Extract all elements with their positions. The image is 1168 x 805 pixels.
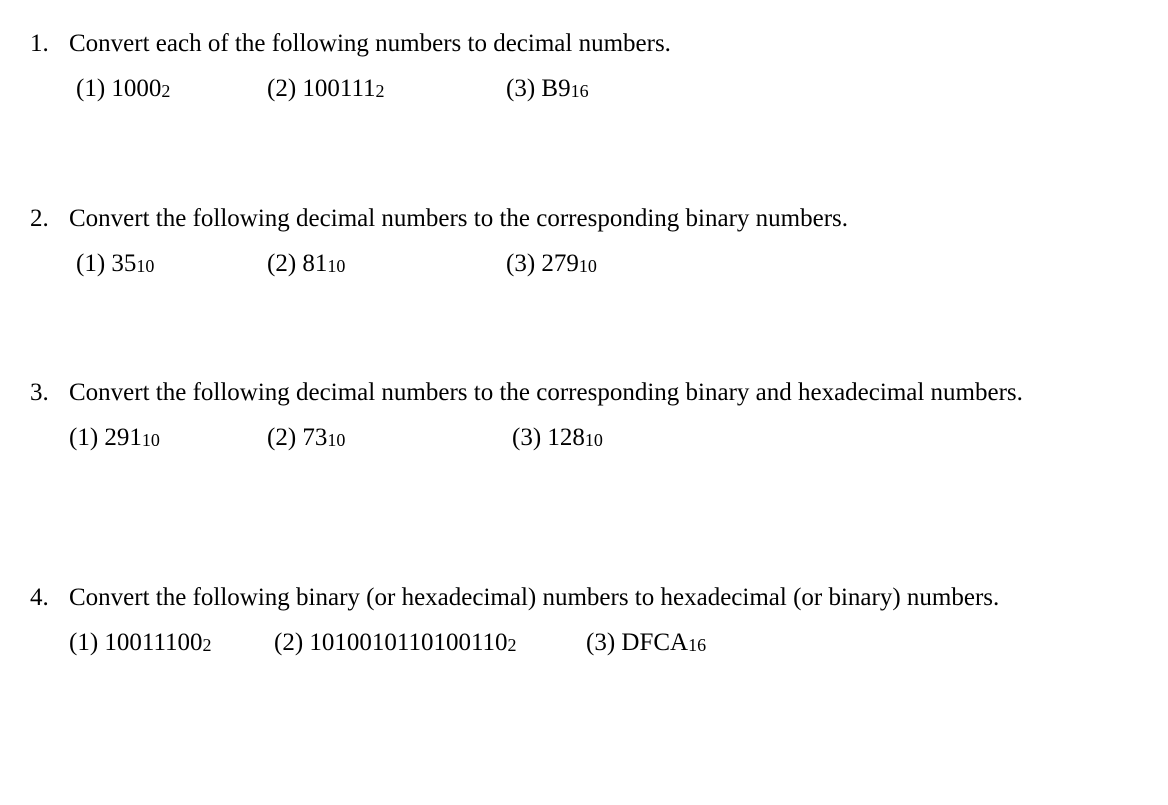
question-2-item-1	[76, 248, 154, 281]
question-1-item-3	[506, 73, 589, 106]
question-4-item-2	[274, 627, 517, 660]
item-label: (2) 73	[267, 424, 328, 451]
question-3-text: Convert the following decimal numbers to the corresponding binary and hexadecimal numbers.	[69, 379, 1023, 406]
question-3-item-1	[69, 422, 160, 455]
item-label: (1) 35	[76, 250, 137, 277]
item-label: (2) 100111	[267, 75, 376, 102]
question-1-item-2	[267, 73, 385, 106]
item-base-subscript: 10	[578, 256, 597, 276]
item-base-subscript: 2	[161, 81, 171, 101]
question-2-items	[30, 248, 1025, 279]
question-3-item-2	[267, 422, 345, 455]
item-label: (2) 1010010110100110	[274, 629, 508, 656]
question-4-item-3	[586, 627, 706, 660]
question-2-text: Convert the following decimal numbers to the corresponding binary numbers.	[69, 205, 848, 232]
question-3-header	[30, 377, 1025, 408]
item-base-subscript: 16	[688, 635, 707, 655]
question-2	[30, 203, 1025, 279]
item-label: (1) 10011100	[69, 629, 203, 656]
item-base-subscript: 10	[136, 256, 155, 276]
item-label: (3) 128	[512, 424, 585, 451]
question-3-item-3	[512, 422, 603, 455]
question-3-items	[30, 422, 1025, 453]
question-2-number: 2.	[30, 205, 49, 232]
item-base-subscript: 2	[375, 81, 385, 101]
question-1	[30, 28, 1025, 104]
question-4-number: 4.	[30, 584, 49, 611]
item-label: (1) 1000	[76, 75, 162, 102]
question-1-item-1	[76, 73, 170, 106]
item-label: (3) B9	[506, 75, 571, 102]
item-label: (2) 81	[267, 250, 328, 277]
question-4-item-1	[69, 627, 212, 660]
question-1-items	[30, 73, 1025, 104]
item-label: (1) 291	[69, 424, 142, 451]
question-1-header	[30, 28, 1025, 59]
item-label: (3) DFCA	[586, 629, 689, 656]
question-1-text: Convert each of the following numbers to decimal numbers.	[69, 30, 671, 57]
question-2-item-2	[267, 248, 345, 281]
item-base-subscript: 2	[507, 635, 517, 655]
question-4	[30, 582, 1025, 658]
item-base-subscript: 10	[584, 430, 603, 450]
question-1-number: 1.	[30, 30, 49, 57]
question-2-header	[30, 203, 1025, 234]
question-4-header	[30, 582, 1025, 613]
question-2-item-3	[506, 248, 597, 281]
item-base-subscript: 10	[141, 430, 160, 450]
question-3	[30, 377, 1025, 453]
item-label: (3) 279	[506, 250, 579, 277]
question-4-text: Convert the following binary (or hexadecimal) numbers to hexadecimal (or binary) numbers.	[69, 584, 1000, 611]
question-4-items	[30, 627, 1025, 658]
item-base-subscript: 10	[327, 256, 346, 276]
question-3-number: 3.	[30, 379, 49, 406]
item-base-subscript: 16	[570, 81, 589, 101]
item-base-subscript: 2	[202, 635, 212, 655]
item-base-subscript: 10	[327, 430, 346, 450]
